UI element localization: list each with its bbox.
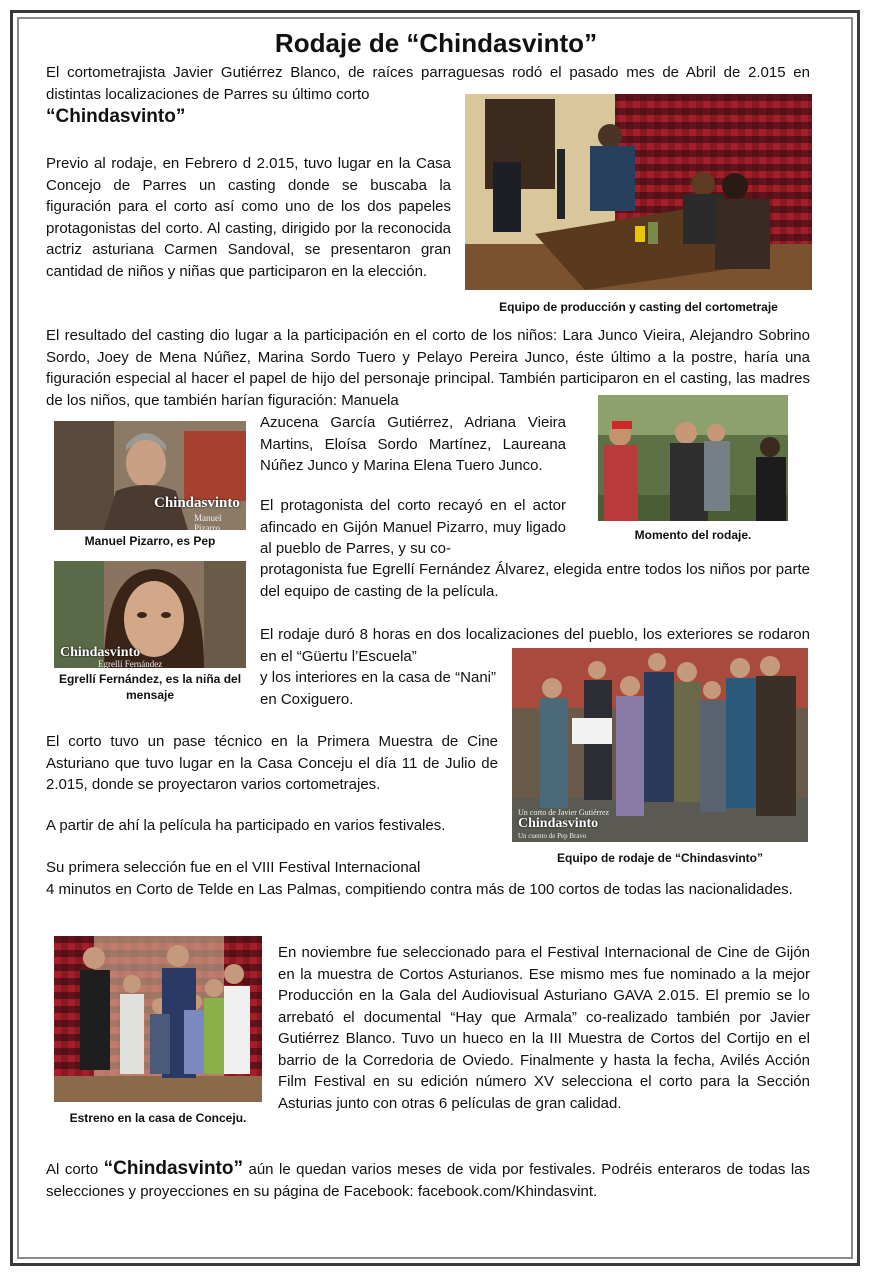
photo-manuel-pizarro <box>54 421 246 530</box>
watermark-crew-top: Un corto de Javier Gutiérrez <box>518 808 610 817</box>
photo-egrelli <box>54 561 246 668</box>
caption-premiere: Estreno en la casa de Conceju. <box>69 1111 247 1125</box>
watermark-crew-sub: Un cuento de Pep Bravo <box>518 832 587 840</box>
closing-film-name: “Chindasvinto” <box>103 1158 243 1179</box>
paragraph-screening: El corto tuvo un pase técnico en la Primera Muestra de Cine Asturiano que tuvo lugar en la Casa Conceju el día 11 de Julio de 2.015, donde se proyectaron varios cortometrajes. <box>46 733 498 793</box>
watermark-pizarro-sub: Manuel Pizarro <box>194 513 222 530</box>
caption-moment: Momento del rodaje. <box>634 528 752 542</box>
intro-text: El cortometrajista Javier Gutiérrez Blanco, de raíces parraguesas rodó el pasado mes de Abril de 2.015 en distintas localizaciones de Parres su último corto <box>46 64 810 103</box>
closing-prefix: Al corto <box>46 1161 99 1178</box>
article-title: Rodaje de “Chindasvinto” <box>274 28 598 58</box>
film-name-heading: “Chindasvinto” <box>46 106 186 127</box>
paragraph-actor-b: protagonista fue Egrellí Fernández Álvarez, elegida entre todos los niños por parte del equipo de casting de la película. <box>260 561 810 600</box>
paragraph-shoot-a: El rodaje duró 8 horas en dos localizaciones del pueblo, los exteriores se rodaron en el “Güertu l’Escuela” <box>260 626 810 665</box>
watermark-pizarro-title: Chindasvinto <box>154 495 240 511</box>
photo-shooting-moment <box>598 395 788 521</box>
paragraph-november: En noviembre fue seleccionado para el Festival Internacional de Cine de Gijón en la muestra de Cortos Asturianos. Ese mismo mes fue nominado a la mejor Producción en la Gala del Audiovisual Asturiano GAVA 2.015. El premio se lo arrebató el documental “Hay que Armala” co-realizado también por Javier Gutiérrez Blanco. Tuvo un hueco en la III Muestra de Cortos del Cortijo en el barrio de la Corredoria de Oviedo. Finalmente y hasta la fecha, Avilés Acción Film Festival en su edición número XV selecciona el corto para la Sección Asturias junto con otras 6 películas de gran calidad. <box>278 944 810 1112</box>
photo-production-casting-image <box>465 94 812 290</box>
caption-crew: Equipo de rodaje de “Chindasvinto” <box>556 851 763 865</box>
photo-premiere <box>54 936 262 1102</box>
paragraph-shoot-b: y los interiores en la casa de “Nani” en Coxiguero. <box>260 669 496 708</box>
paragraph-result: El resultado del casting dio lugar a la participación en el corto de los niños: Lara Junco Vieira, Alejandro Sobrino Sordo, Joey de Mena Núñez, Marina Sordo Tuero y Pelayo Pereira Junco, éste último a la postre, haría una figuración especial al hacer el papel de hijo del personaje principal. También participaron en el casting, las madres de los niños, que también harían figuración: Manuela <box>46 327 810 409</box>
paragraph-closing <box>46 1158 810 1202</box>
photo-crew <box>512 648 808 842</box>
closing-suffix: aún le quedan varios meses de vida por festivales. Podréis enteraros de todas las selecciones y proyecciones en su página de Facebook: facebook.com/Khindasvint. <box>46 1161 811 1200</box>
paragraph-first-selection-a: Su primera selección fue en el VIII Festival Internacional <box>46 859 421 876</box>
paragraph-festivals: A partir de ahí la película ha participado en varios festivales. <box>46 817 446 834</box>
watermark-egrelli-title: Chindasvinto <box>60 645 141 660</box>
paragraph-mothers: Azucena García Gutiérrez, Adriana Vieira Martins, Eloísa Sordo Martínez, Laureana Núñez Junco y Marina Elena Tuero Junco. <box>260 414 566 474</box>
photo-premiere-image <box>54 936 262 1102</box>
photo-production-casting <box>465 94 812 290</box>
caption-egrelli: Egrellí Fernández, es la niña del mensaje <box>58 672 242 702</box>
caption-production: Equipo de producción y casting del cortometraje <box>499 300 778 314</box>
caption-pizarro: Manuel Pizarro, es Pep <box>84 534 216 548</box>
paragraph-casting: Previo al rodaje, en Febrero d 2.015, tuvo lugar en la Casa Concejo de Parres un casting donde se buscaba la figuración para el corto así como uno de los dos papeles protagonistas del corto. Al casting, dirigido por la reconocida actriz asturiana Carmen Sandoval, se presentaron gran cantidad de niños y niñas que participaron en la elección. <box>46 155 451 280</box>
watermark-egrelli-sub: Egrellí Fernández <box>98 659 163 668</box>
paragraph-first-selection-b: 4 minutos en Corto de Telde en Las Palmas, compitiendo contra más de 100 cortos de todas las nacionalidades. <box>46 881 793 898</box>
paragraph-actor-a: El protagonista del corto recayó en el actor afincado en Gijón Manuel Pizarro, muy ligado al pueblo de Parres, y su co- <box>260 497 566 557</box>
watermark-crew-title: Chindasvinto <box>518 816 599 831</box>
photo-shooting-moment-image <box>598 395 788 521</box>
